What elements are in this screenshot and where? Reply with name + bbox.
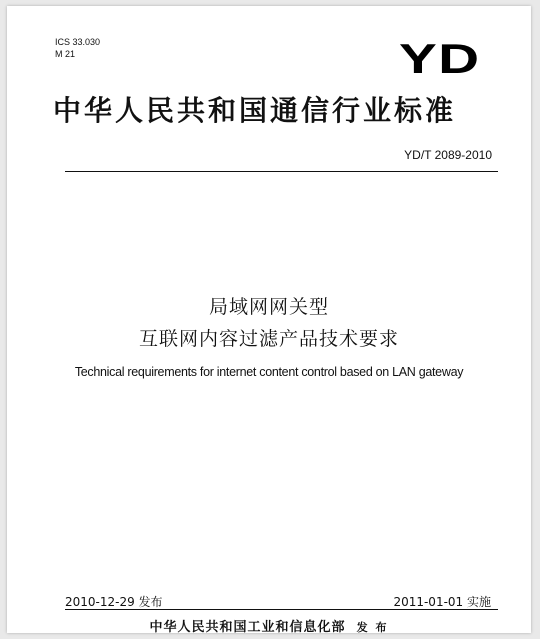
- publisher-name: 中华人民共和国工业和信息化部: [149, 620, 346, 635]
- ics-code: ICS 33.030: [55, 37, 101, 47]
- standard-title: 中华人民共和国通信行业标准: [53, 94, 457, 127]
- classification-block: [55, 36, 100, 60]
- standard-code: YD/T 2089-2010: [404, 148, 492, 162]
- publisher-line: [7, 616, 531, 635]
- footer-divider: [65, 609, 498, 610]
- category-code: M 21: [55, 49, 76, 59]
- implementation-date: 2011-01-01 实施: [393, 595, 491, 609]
- yd-logo: YD: [399, 35, 481, 82]
- document-page: [7, 6, 531, 633]
- publish-action: 发 布: [356, 621, 389, 634]
- document-title-line-2: 互联网内容过滤产品技术要求: [138, 328, 399, 350]
- document-title-line-1: 局域网网关型: [208, 296, 329, 318]
- issue-date: 2010-12-29 发布: [65, 595, 163, 609]
- document-title-english: Technical requirements for internet content control based on LAN gateway: [74, 365, 464, 379]
- header-divider: [65, 171, 498, 172]
